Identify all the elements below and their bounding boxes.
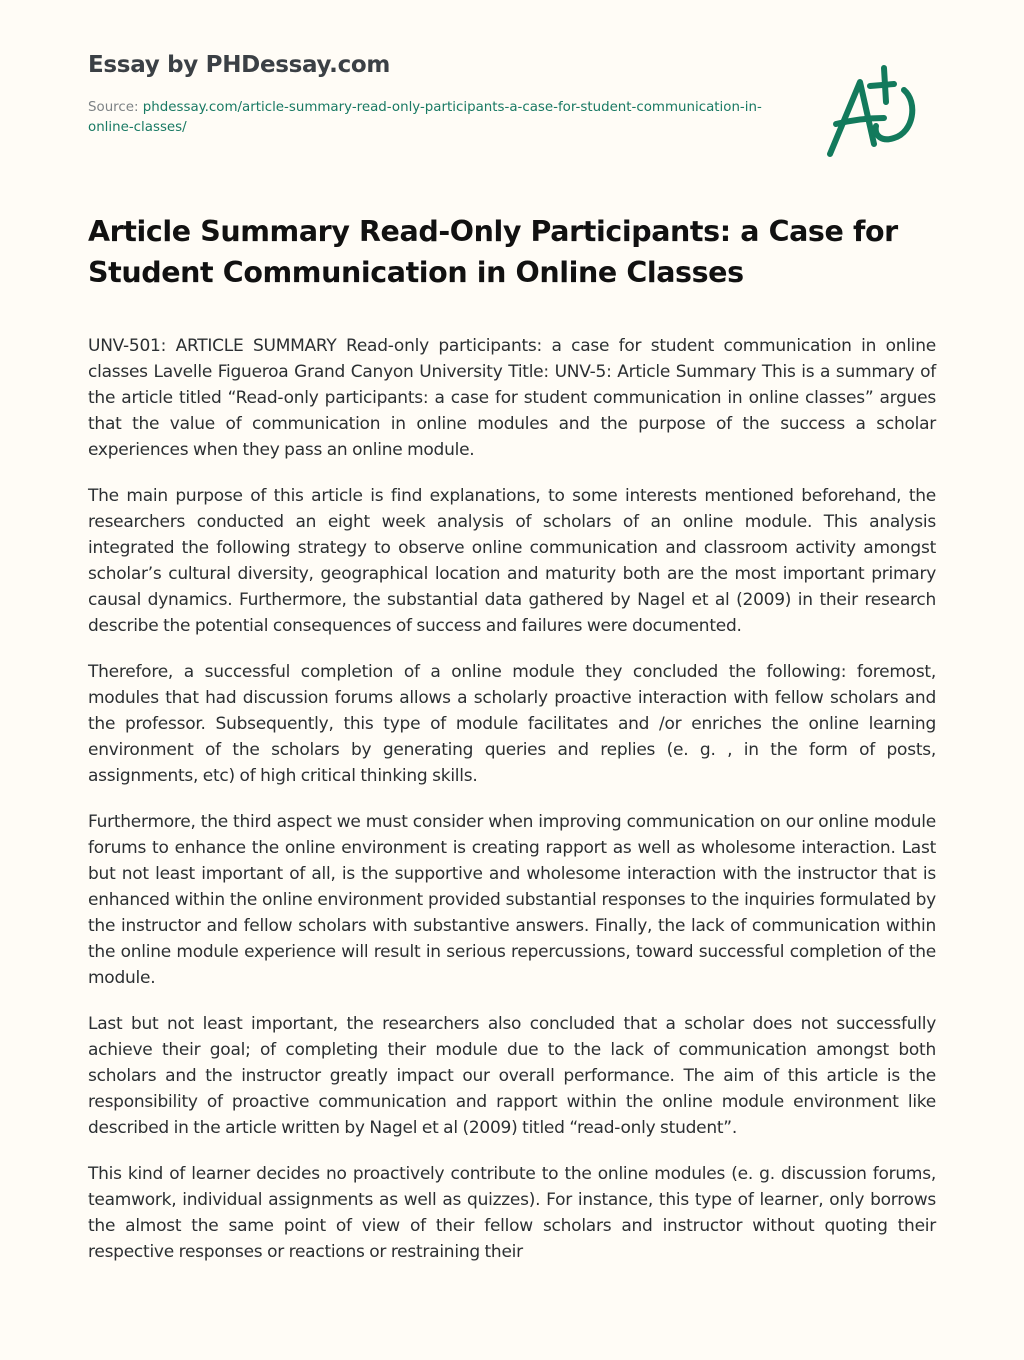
article-title: Article Summary Read-Only Participants: a Case for Student Communication in Online Classes bbox=[88, 215, 898, 289]
source-line bbox=[88, 98, 788, 138]
a-plus-grade-icon bbox=[822, 62, 932, 162]
article-paragraph: UNV-501: ARTICLE SUMMARY Read-only participants: a case for student communication in online classes Lavelle Figueroa Grand Canyon University Title: UNV-5: Article Summary This is a summary of the article titled “Read-only participants: a case for student communication in online classes” argues that the value of communication in online modules and the purpose of the success a scholar experiences when they pass an online module. bbox=[88, 336, 936, 460]
source-link[interactable]: phdessay.com/article-summary-read-only-participants-a-case-for-student-communication-in-online-classes/ bbox=[88, 100, 762, 135]
article-paragraph: Last but not least important, the researchers also concluded that a scholar does not successfully achieve their goal; of completing their module due to the lack of communication amongst both scholars and the instructor greatly impact our overall performance. The aim of this article is the responsibility of proactive communication and rapport within the online module environment like described in the article written by Nagel et al (2009) titled “read-only student”. bbox=[88, 1014, 936, 1138]
article-paragraph: Therefore, a successful completion of a online module they concluded the following: foremost, modules that had discussion forums allows a scholarly proactive interaction with fellow scholars and the professor. Subsequently, this type of module facilitates and /or enriches the online learning environment of the scholars by generating queries and replies (e. g. , in the form of posts, assignments, etc) of high critical thinking skills. bbox=[88, 662, 936, 786]
article-body bbox=[88, 333, 936, 1285]
article-paragraph: This kind of learner decides no proactively contribute to the online modules (e. g. discussion forums, teamwork, individual assignments as well as quizzes). For instance, this type of learner, only borrows the almost the same point of view of their fellow scholars and instructor without quoting their respective responses or reactions or restraining their bbox=[88, 1164, 936, 1262]
site-brand[interactable]: Essay by PHDessay.com bbox=[88, 52, 391, 78]
article-paragraph: The main purpose of this article is find explanations, to some interests mentioned beforehand, the researchers conducted an eight week analysis of scholars of an online module. This analysis integrated the following strategy to observe online communication and classroom activity amongst scholar’s cultural diversity, geographical location and maturity both are the most important primary causal dynamics. Furthermore, the substantial data gathered by Nagel et al (2009) in their research describe the potential consequences of success and failures were documented. bbox=[88, 486, 936, 636]
source-label: Source: bbox=[88, 100, 143, 115]
site-header bbox=[88, 50, 788, 138]
article-paragraph: Furthermore, the third aspect we must consider when improving communication on our online module forums to enhance the online environment is creating rapport as well as wholesome interaction. Last but not least important of all, is the supportive and wholesome interaction with the instructor that is enhanced within the online environment provided substantial responses to the inquiries formulated by the instructor and fellow scholars with substantive answers. Finally, the lack of communication within the online module experience will result in serious repercussions, toward successful completion of the module. bbox=[88, 812, 936, 988]
